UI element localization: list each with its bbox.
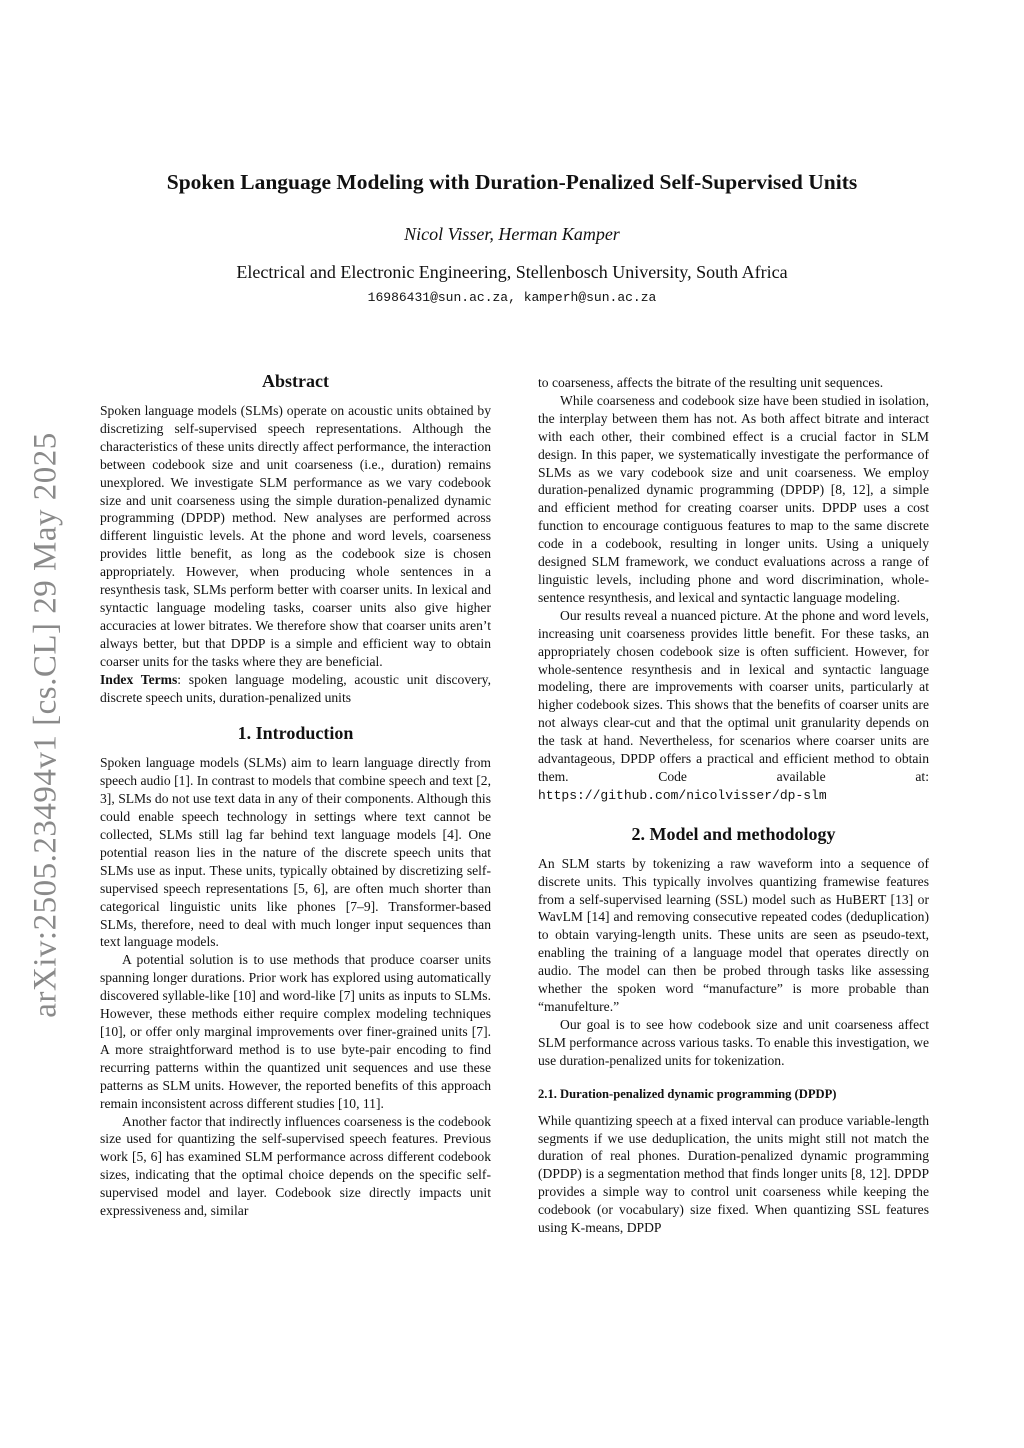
intro-paragraph-4: to coarseness, affects the bitrate of the resulting unit sequences.	[538, 375, 884, 390]
intro-paragraph-6	[538, 607, 929, 805]
intro-paragraph-3: Another factor that indirectly influences coarseness is the codebook size used for quantizing the self-supervised speech features. Previous work [5, 6] has examined SLM performance across different codebook sizes, indicating that the optimal choice depends on the specific self-supervised model and layer. Codebook size directly impacts unit expressiveness and, similar	[100, 1113, 491, 1219]
right-column	[538, 374, 929, 1237]
model-paragraph-2: Our goal is to see how codebook size and unit coarseness affect SLM performance across various tasks. To enable this investigation, we use duration-penalized units for tokenization.	[538, 1016, 929, 1068]
introduction-heading: 1. Introduction	[237, 723, 354, 744]
abstract-heading: Abstract	[262, 371, 329, 391]
left-column	[100, 370, 491, 1220]
paper-emails: 16986431@sun.ac.za, kamperh@sun.ac.za	[367, 290, 657, 305]
model-section-heading: 2. Model and methodology	[631, 823, 836, 844]
dpdp-paragraph: While quantizing speech at a fixed interval can produce variable-length segments if we use deduplication, the units might still not match the duration of real phones. Duration-penalized dynamic programming (DPDP) is a segmentation method that finds longer units [8, 12]. DPDP provides a simple way to control unit coarseness while keeping the codebook (or vocabulary) size fixed. When quantizing SSL features using K-means, DPDP	[538, 1112, 929, 1236]
paper-title: Spoken Language Modeling with Duration-Penalized Self-Supervised Units	[166, 170, 858, 194]
index-terms-text: : spoken language modeling, acoustic unit discovery, discrete speech units, duration-penalized units	[100, 671, 491, 705]
paper-affiliation: Electrical and Electronic Engineering, Stellenbosch University, South Africa	[236, 262, 788, 282]
intro-paragraph-5: While coarseness and codebook size have been studied in isolation, the interplay between them has not. As both affect bitrate and interact with each other, their combined effect is a crucial factor in SLM design. In this paper, we systematically investigate the performance of SLMs as we vary codebook size and unit coarseness. We employ duration-penalized dynamic programming (DPDP) [8, 12], a simple and efficient method for creating coarser units. DPDP uses a cost function to encourage contiguous features to map to the same discrete code in a codebook, resulting in longer units. Using a uniquely designed SLM framework, we conduct evaluations across a range of linguistic levels, including phone and word discrimination, whole-sentence resynthesis, and lexical and syntactic language modeling.	[538, 392, 929, 605]
intro-paragraph-1: Spoken language models (SLMs) aim to learn language directly from speech audio [1]. In contrast to models that combine speech and text [2, 3], SLMs do not use text data in any of their components. Although this could enable speech technology in settings where text cannot be collected, SLMs still lag far behind text language models [4]. One potential reason lies in the nature of the discrete speech units that SLMs use as input. These units, typically obtained by discretizing self-supervised speech representations [5, 6], are often much shorter than categorical linguistic units like phones [7–9]. Transformer-based SLMs, therefore, need to deal with much longer input sequences than text language models.	[100, 755, 491, 950]
code-url-link[interactable]: https://github.com/nicolvisser/dp-slm	[538, 787, 827, 803]
index-terms-label: Index Terms	[100, 671, 178, 687]
dpdp-subheading: 2.1. Duration-penalized dynamic programming (DPDP)	[538, 1086, 837, 1101]
model-paragraph-1: An SLM starts by tokenizing a raw waveform into a sequence of discrete units. This typically involves quantizing framewise features from a self-supervised learning (SSL) model such as HuBERT [13] or WavLM [14] and removing consecutive repeated codes (deduplication) to obtain varying-length units. These units are seen as pseudo-text, enabling the training of a language model that operates directly on audio. The model can then be probed through tasks like assessing whether the spoken word “manufacture” is more probable than “manufelture.”	[538, 855, 929, 1014]
abstract-text: Spoken language models (SLMs) operate on acoustic units obtained by discretizing self-supervised speech representations. Although the characteristics of these units directly affect performance, the interaction between codebook size and unit coarseness (i.e., duration) remains unexplored. We investigate SLM performance as we vary codebook size and unit coarseness using the simple duration-penalized dynamic programming (DPDP) method. New analyses are performed across different linguistic levels. At the phone and word levels, coarseness provides little benefit, as long as the codebook size is chosen appropriately. However, when producing whole sentences in a resynthesis task, SLMs perform better with coarser units. In lexical and syntactic language modeling tasks, coarser units also give higher accuracies at lower bitrates. We therefore show that coarser units aren’t always better, but that DPDP is a simple and efficient way to obtain coarser units for the tasks where they are beneficial.	[100, 403, 491, 669]
paper-authors: Nicol Visser, Herman Kamper	[404, 224, 620, 244]
intro-paragraph-6-text: Our results reveal a nuanced picture. At the phone and word levels, increasing unit coarseness provides little benefit. For these tasks, an appropriately chosen codebook size is often sufficient. However, for whole-sentence resynthesis and in lexical and syntactic language modeling, there are improvements with coarser units, particularly at higher codebook sizes. This shows that the benefits of coarser units are not always clear-cut and that the optimal unit granularity depends on the task at hand. Nevertheless, for scenarios where coarser units are advantageous, DPDP offers a practical and efficient method to obtain them. Code available at:	[538, 607, 929, 784]
intro-paragraph-2: A potential solution is to use methods that produce coarser units spanning longer durations. Prior work has explored using automatically discovered syllable-like [10] and word-like [7] units as inputs to SLMs. However, these methods either require complex modeling techniques [10], or offer only marginal improvements over finer-grained units [7]. A more straightforward method is to use byte-pair encoding to find recurring patterns within the quantized unit sequences and use these patterns as SLM units. However, the reported benefits of this approach remain inconsistent across different studies [10, 11].	[100, 952, 491, 1111]
arxiv-identifier: arXiv:2505.23494v1 [cs.CL] 29 May 2025	[27, 432, 64, 1018]
index-terms	[100, 671, 491, 707]
